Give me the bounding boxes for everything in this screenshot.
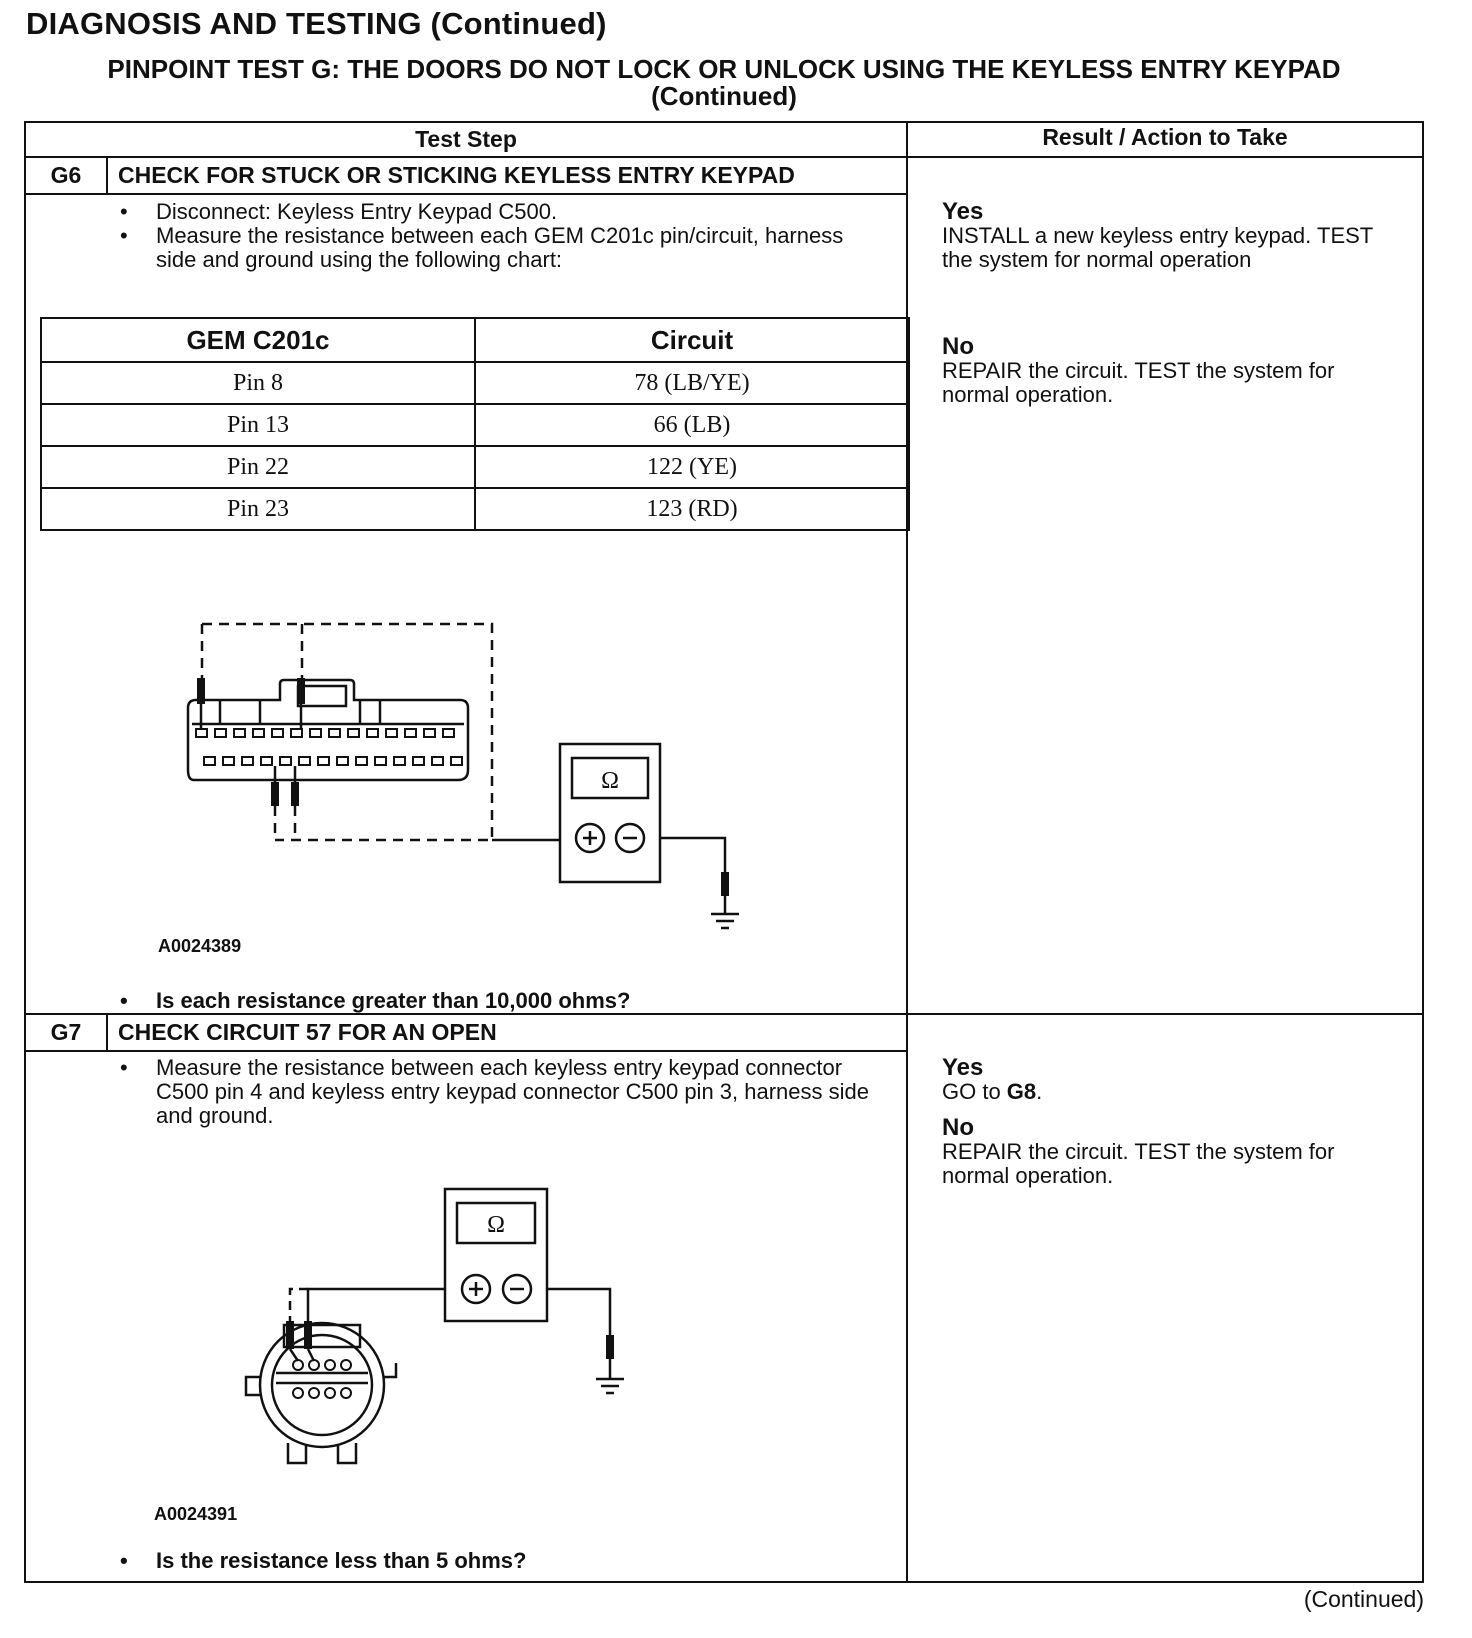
table-cell: Pin 8 [41,362,475,404]
gem-connector-diagram [180,620,760,940]
step-title-divider-g7 [26,1050,906,1052]
pinpoint-test-title-line1: PINPOINT TEST G: THE DOORS DO NOT LOCK OR UNLOCK USING THE KEYLESS ENTRY KEYPAD [107,54,1341,84]
result-no-text: REPAIR the circuit. TEST the system for normal operation. [942,358,1335,407]
table-cell: Pin 22 [41,446,475,488]
result-no-g7 [942,1116,1402,1188]
c500-connector-diagram [240,1185,640,1475]
header-divider [26,156,1422,158]
step-title-g7: CHECK CIRCUIT 57 FOR AN OPEN [118,1019,497,1045]
result-yes-suffix: . [1036,1079,1043,1104]
table-row [41,446,909,488]
table-cell: 122 (YE) [475,446,909,488]
header-test-step: Test Step [415,126,517,152]
step-id-g7: G7 [50,1019,82,1045]
result-yes-text [942,1079,1042,1104]
result-yes-text: INSTALL a new keyless entry keypad. TEST the system for normal operation [942,223,1373,272]
step-title-divider-g6 [26,193,906,195]
continued-footer: (Continued) [1303,1586,1424,1612]
pinpoint-test-title [24,56,1424,110]
instruction-item: • Disconnect: Keyless Entry Keypad C500. [118,200,858,224]
figure-id-g7: A0024391 [154,1504,238,1524]
result-yes-g7 [942,1056,1402,1104]
step-id-g6: G6 [50,162,82,188]
ohm-symbol: Ω [601,768,619,794]
question-g7: • Is the resistance less than 5 ohms? [118,1548,526,1574]
table-cell: Pin 23 [41,488,475,530]
table-row [41,488,909,530]
step-id-divider-g7 [106,1015,108,1050]
table-header-row [41,318,909,362]
table-row [41,362,909,404]
figure-id-g6: A0024389 [158,936,242,956]
instruction-item: • Measure the resistance between each GEM C201c pin/circuit, harness side and ground using the following chart: [118,224,858,272]
table-cell: 66 (LB) [475,404,909,446]
instruction-item: • Measure the resistance between each keyless entry keypad connector C500 pin 4 and keyless entry keypad connector C500 pin 3, harness side and ground. [118,1056,898,1128]
step-instructions-g6 [118,200,858,272]
step-id-divider-g6 [106,158,108,193]
result-no-label: No [942,1114,974,1141]
goto-step-link[interactable]: G8 [1006,1079,1037,1104]
result-yes-label: Yes [942,1054,984,1081]
step-divider [26,1013,1422,1015]
table-cell: 123 (RD) [475,488,909,530]
result-yes-label: Yes [942,198,984,225]
result-yes-prefix: GO to [942,1079,1007,1104]
result-no-g6 [942,335,1402,407]
pinpoint-test-title-line2: (Continued) [651,81,797,111]
pin-circuit-table [40,317,910,531]
table-row [41,404,909,446]
table-header-cell: Circuit [475,318,909,362]
question-g6: • Is each resistance greater than 10,000 ohms? [118,988,630,1014]
result-no-label: No [942,333,974,360]
step-title-g6: CHECK FOR STUCK OR STICKING KEYLESS ENTRY KEYPAD [118,162,795,188]
header-result-action: Result / Action to Take [1042,124,1288,150]
step-instructions-g7 [118,1056,898,1128]
result-no-text: REPAIR the circuit. TEST the system for normal operation. [942,1139,1335,1188]
ohm-symbol: Ω [487,1212,505,1238]
table-cell: Pin 13 [41,404,475,446]
result-yes-g6 [942,200,1402,272]
table-cell: 78 (LB/YE) [475,362,909,404]
page-heading: DIAGNOSIS AND TESTING (Continued) [26,6,607,41]
table-header-cell: GEM C201c [41,318,475,362]
